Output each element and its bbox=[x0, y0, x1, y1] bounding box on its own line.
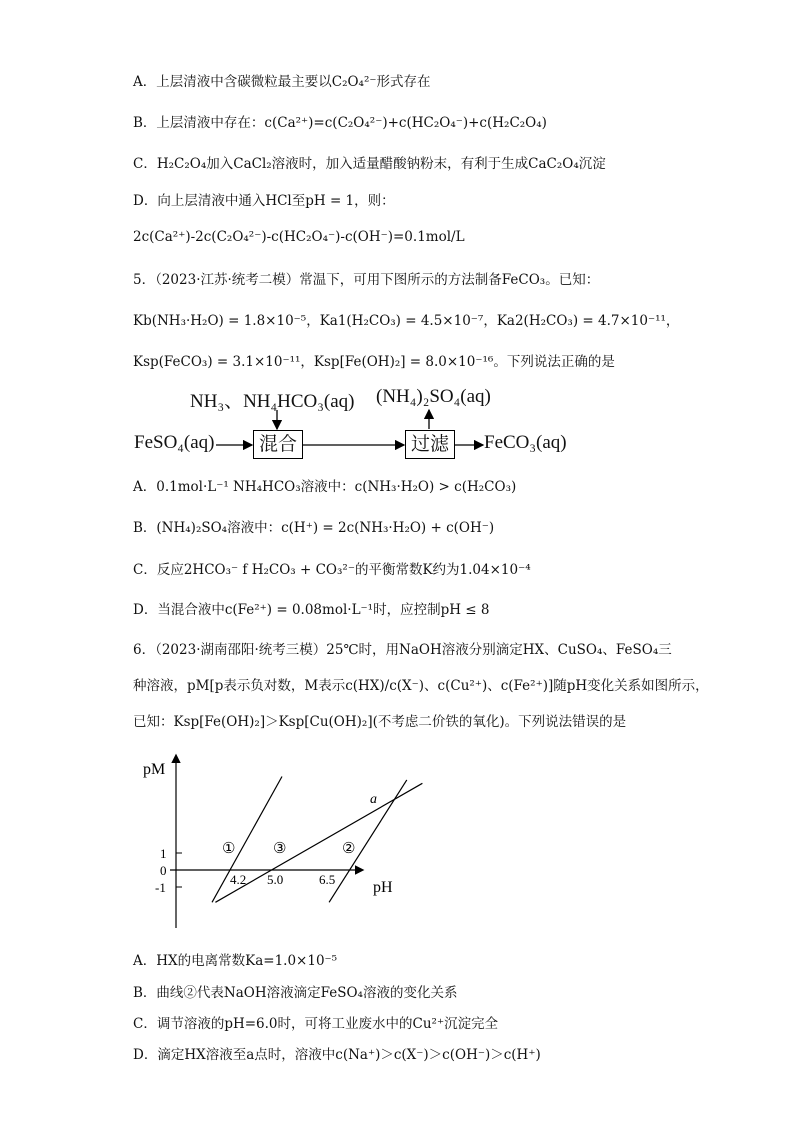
q6-stem-line3: 已知：Ksp[Fe(OH)₂]＞Ksp[Cu(OH)₂](不考虑二价铁的氧化)。下列说法错误的是 bbox=[133, 714, 627, 730]
flow-mix-box: 混合 bbox=[253, 430, 303, 459]
q4-option-c: C．H₂C₂O₄加入CaCl₂溶液时，加入适量醋酸钠粉末，有利于生成CaC₂O₄沉淀 bbox=[133, 156, 606, 172]
y-tick-label-0: 0 bbox=[160, 863, 167, 878]
q4-option-d-formula: 2c(Ca²⁺)-2c(C₂O₄²⁻)-c(HC₂O₄⁻)-c(OH⁻)=0.1mol/L bbox=[133, 229, 465, 245]
series-label-1: ① bbox=[222, 841, 236, 857]
q4-option-d: D．向上层清液中通入HCl至pH = 1，则： bbox=[133, 193, 395, 209]
q6-option-b: B．曲线②代表NaOH溶液滴定FeSO₄溶液的变化关系 bbox=[133, 985, 458, 1001]
x-tick-label-6-5: 6.5 bbox=[319, 872, 336, 887]
flow-input-top: NH₃、NH₄HCO₃(aq) bbox=[190, 391, 355, 412]
y-tick-label-1: 1 bbox=[160, 846, 167, 861]
q5-constants-line2: Ksp(FeCO₃) = 3.1×10⁻¹¹，Ksp[Fe(OH)₂] = 8.0×10⁻¹⁶。下列说法正确的是 bbox=[133, 354, 615, 370]
flow-start-label: FeSO₄(aq) bbox=[134, 432, 215, 453]
flow-end-label: FeCO₃(aq) bbox=[484, 432, 567, 453]
q5-option-b: B．(NH₄)₂SO₄溶液中：c(H⁺) = 2c(NH₃·H₂O) + c(OH⁻) bbox=[133, 520, 495, 536]
q6-stem-line2: 种溶液，pM[p表示负对数，M表示c(HX)/c(X⁻)、c(Cu²⁺)、c(Fe²⁺)]随pH变化关系如图所示， bbox=[133, 678, 709, 694]
q5-option-c: C．反应2HCO₃⁻ f H₂CO₃ + CO₃²⁻的平衡常数K约为1.04×10⁻⁴ bbox=[133, 562, 531, 578]
point-a-label: a bbox=[370, 792, 377, 807]
q5-option-a: A．0.1mol·L⁻¹ NH₄HCO₃溶液中：c(NH₃·H₂O) > c(H₂CO₃) bbox=[133, 479, 517, 495]
y-tick-label-neg1: -1 bbox=[155, 880, 166, 895]
flow-filter-box: 过滤 bbox=[405, 430, 455, 459]
y-axis-label: pM bbox=[143, 761, 166, 778]
series-label-2: ② bbox=[342, 841, 356, 857]
x-tick-label-4-2: 4.2 bbox=[230, 872, 247, 887]
series-label-3: ③ bbox=[273, 841, 287, 857]
flow-output-top: (NH₄)₂SO₄(aq) bbox=[376, 386, 491, 407]
x-axis-label: pH bbox=[373, 879, 393, 896]
q5-constants-line1: Kb(NH₃·H₂O) = 1.8×10⁻⁵，Ka1(H₂CO₃) = 4.5×10⁻⁷，Ka2(H₂CO₃) = 4.7×10⁻¹¹， bbox=[133, 313, 680, 329]
q6-stem-line1: 6．（2023·湖南邵阳·统考三模）25℃时，用NaOH溶液分别滴定HX、CuSO₄、FeSO₄三 bbox=[133, 642, 672, 658]
q6-option-d: D．滴定HX溶液至a点时，溶液中c(Na⁺)＞c(X⁻)＞c(OH⁻)＞c(H⁺) bbox=[133, 1047, 541, 1063]
q4-option-a: A．上层清液中含碳微粒最主要以C₂O₄²⁻形式存在 bbox=[133, 74, 431, 90]
q6-option-c: C．调节溶液的pH=6.0时，可将工业废水中的Cu²⁺沉淀完全 bbox=[133, 1016, 499, 1032]
q5-option-d: D．当混合液中c(Fe²⁺) = 0.08mol·L⁻¹时，应控制pH ≤ 8 bbox=[133, 602, 490, 618]
series-line-3 bbox=[329, 780, 407, 902]
x-tick-label-5-0: 5.0 bbox=[267, 872, 284, 887]
q5-stem: 5．（2023·江苏·统考二模）常温下，可用下图所示的方法制备FeCO₃。已知： bbox=[133, 272, 600, 288]
q6-option-a: A．HX的电离常数Ka=1.0×10⁻⁵ bbox=[133, 953, 338, 969]
q4-option-b: B．上层清液中存在：c(Ca²⁺)=c(C₂O₄²⁻)+c(HC₂O₄⁻)+c(H₂C₂O₄) bbox=[133, 115, 547, 131]
